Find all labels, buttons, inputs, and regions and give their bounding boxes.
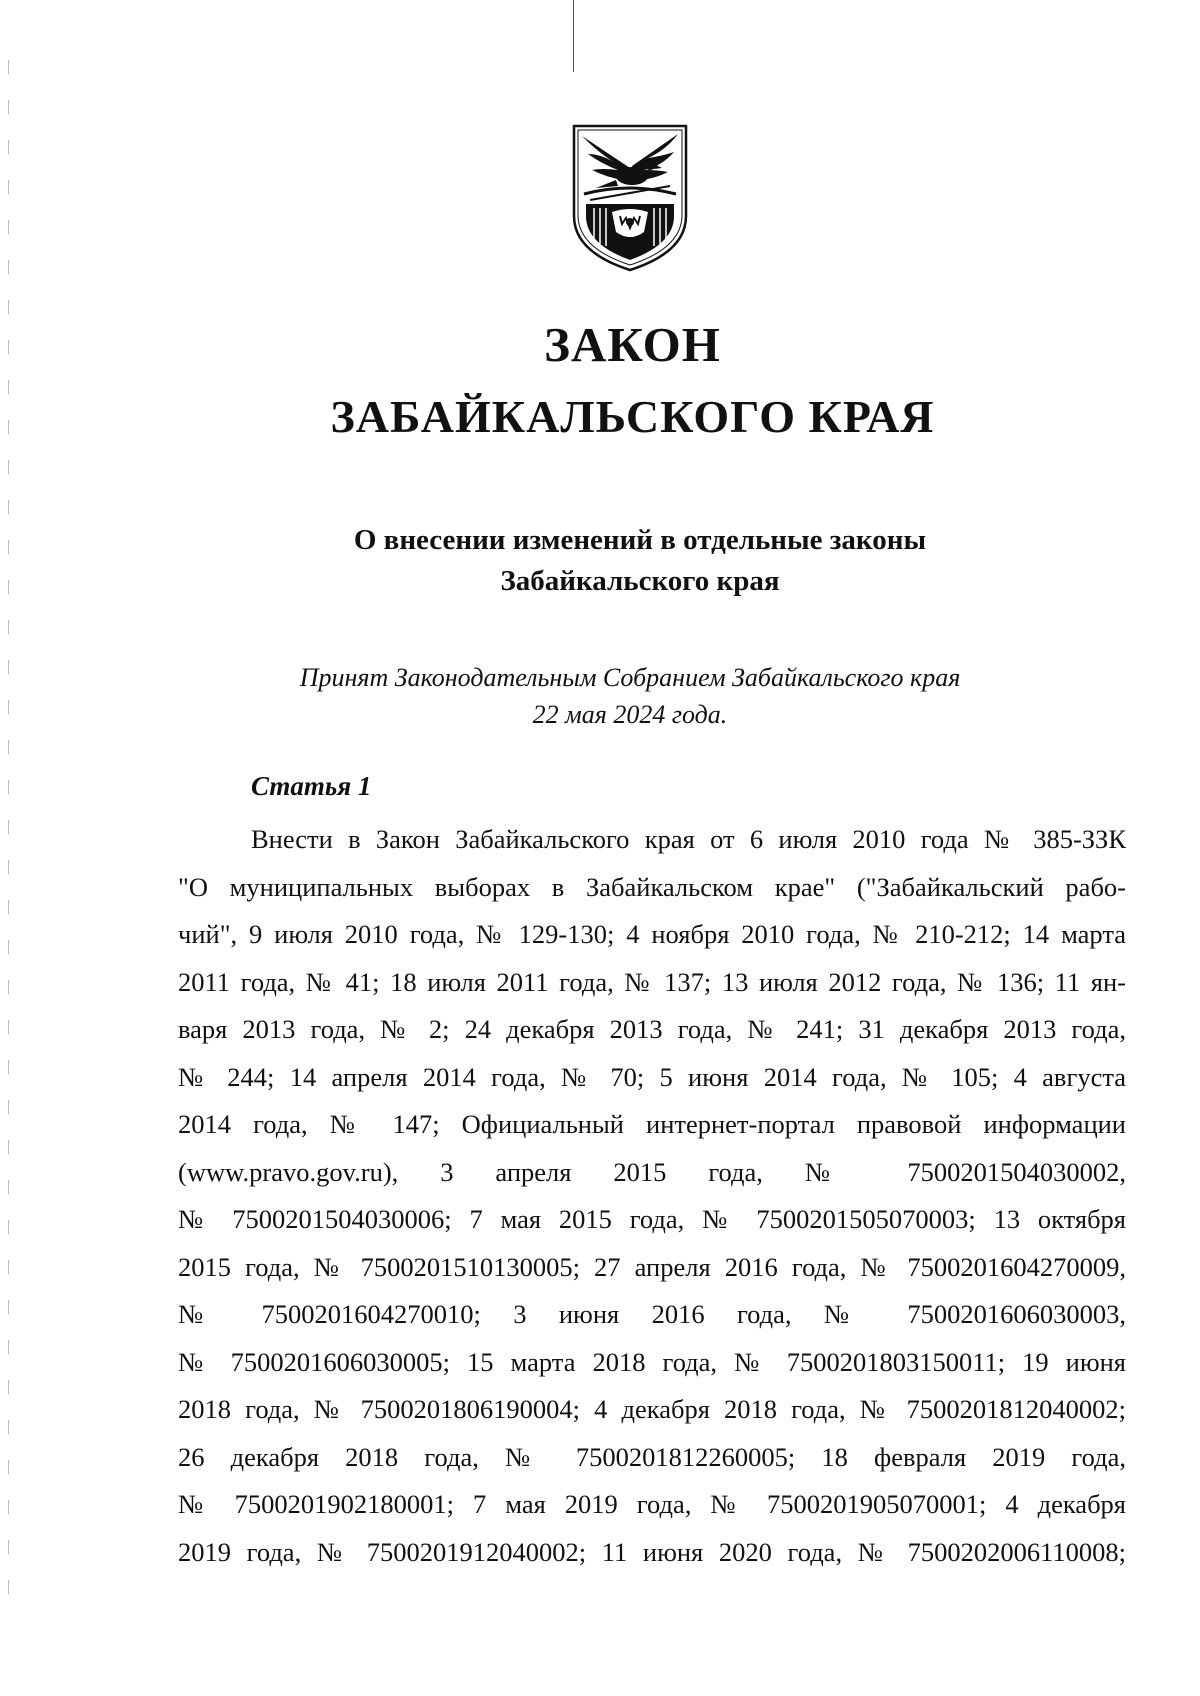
- article-line: варя 2013 года, № 2; 24 декабря 2013 года, № 241; 31 декабря 2013 года,: [178, 1014, 1126, 1044]
- article-line: № 7500201606030005; 15 марта 2018 года, № 7500201803150011; 19 июня: [178, 1347, 1126, 1377]
- article-line: № 7500201604270010; 3 июня 2016 года, № 7500201606030003,: [178, 1299, 1126, 1329]
- article-heading: Статья 1: [251, 771, 372, 801]
- article-line: чий", 9 июля 2010 года, № 129-130; 4 ноября 2010 года, № 210-212; 14 марта: [178, 919, 1126, 949]
- article-line: № 244; 14 апреля 2014 года, № 70; 5 июня 2014 года, № 105; 4 августа: [178, 1062, 1126, 1092]
- article-line: "О муниципальных выборах в Забайкальском крае" ("Забайкальский рабо-: [178, 872, 1126, 902]
- scan-artifact-edge: [8, 60, 9, 1620]
- article-line: 2015 года, № 7500201510130005; 27 апреля 2016 года, № 7500201604270009,: [178, 1252, 1126, 1282]
- scan-artifact-line: [573, 0, 574, 72]
- coat-of-arms-icon: [570, 124, 690, 272]
- article-line: (www.pravo.gov.ru), 3 апреля 2015 года, № 7500201504030002,: [178, 1157, 1126, 1187]
- adoption-note-date: 22 мая 2024 года.: [532, 700, 728, 729]
- law-subject-line-1: О внесении изменений в отдельные законы: [353, 524, 927, 556]
- article-line: 2011 года, № 41; 18 июля 2011 года, № 137; 13 июля 2012 года, № 136; 11 ян-: [178, 967, 1126, 997]
- article-line: № 7500201902180001; 7 мая 2019 года, № 7500201905070001; 4 декабря: [178, 1489, 1126, 1519]
- article-line: Внести в Закон Забайкальского края от 6 июля 2010 года № 385-ЗЗК: [251, 824, 1126, 854]
- article-line: № 7500201504030006; 7 мая 2015 года, № 7500201505070003; 13 октября: [178, 1204, 1126, 1234]
- article-line: 2018 года, № 7500201806190004; 4 декабря 2018 года, № 7500201812040002;: [178, 1394, 1126, 1424]
- article-line: 2014 года, № 147; Официальный интернет-портал правовой информации: [178, 1109, 1126, 1139]
- law-region: ЗАБАЙКАЛЬСКОГО КРАЯ: [330, 391, 935, 442]
- article-line: 2019 года, № 7500201912040002; 11 июня 2020 года, № 7500202006110008;: [178, 1537, 1126, 1567]
- law-subject-line-2: Забайкальского края: [500, 565, 780, 597]
- adoption-note-line-1: Принят Законодательным Собранием Забайкальского края: [299, 663, 961, 692]
- law-title: ЗАКОН: [544, 317, 721, 372]
- article-line: 26 декабря 2018 года, № 7500201812260005; 18 февраля 2019 года,: [178, 1442, 1126, 1472]
